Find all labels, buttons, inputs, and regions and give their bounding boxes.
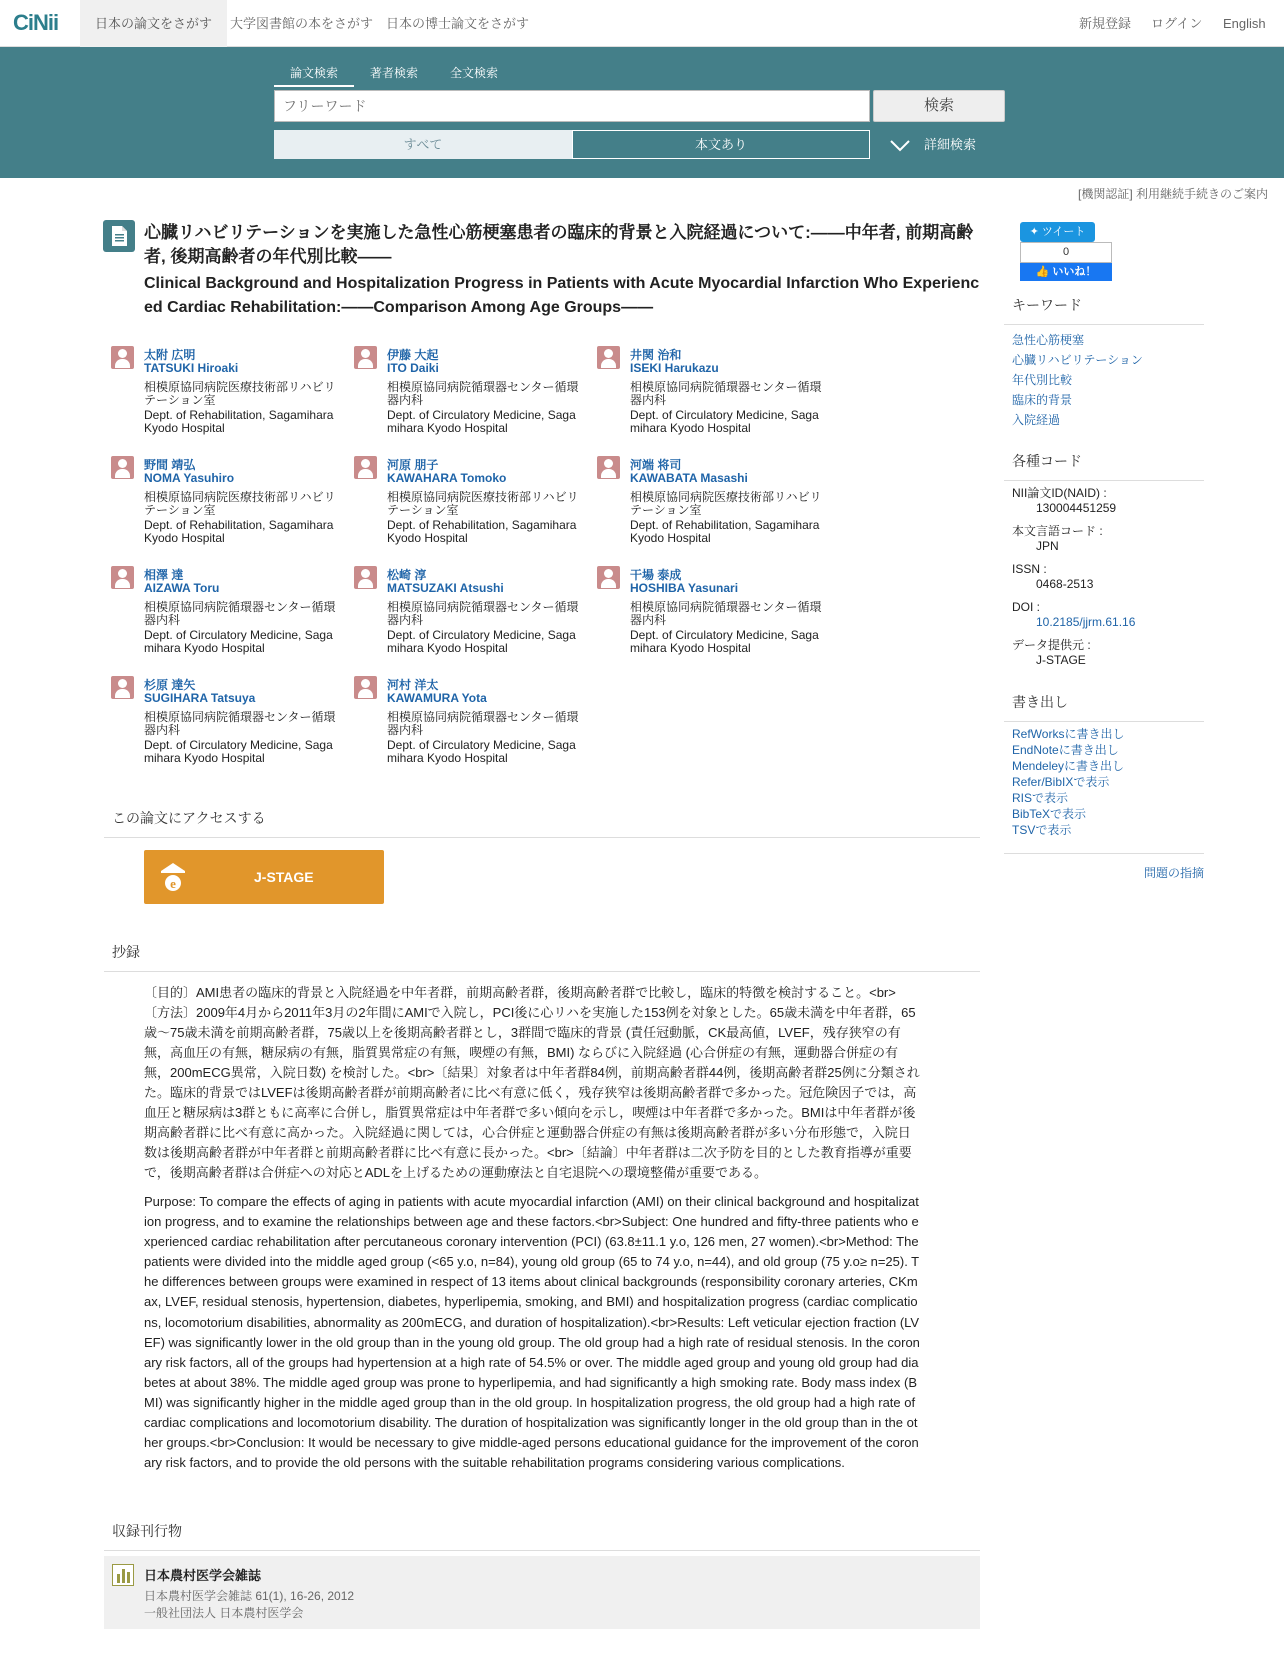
svg-text:e: e [170, 876, 176, 891]
code-value: JPN [1036, 539, 1059, 553]
author-name-ja[interactable]: 松崎 淳 [387, 568, 427, 582]
author-affiliation-en: Dept. of Circulatory Medicine, Sagamihara Kyodo Hospital [387, 738, 576, 765]
avatar-icon [597, 456, 620, 479]
author-affiliation-en: Dept. of Rehabilitation, Sagamihara Kyodo Hospital [387, 518, 577, 545]
codes-heading: 各種コード [1004, 451, 1204, 481]
author-name-en[interactable]: TATSUKI Hiroaki [144, 361, 239, 375]
code-label: DOI : [1012, 600, 1041, 614]
author-affiliation-ja: 相模原協同病院循環器センター循環器内科 [387, 380, 579, 407]
author-affiliation-en: Dept. of Circulatory Medicine, Sagamihara Kyodo Hospital [630, 408, 819, 435]
author-name-ja[interactable]: 伊藤 大起 [387, 348, 439, 362]
author-affiliation-en: Dept. of Circulatory Medicine, Sagamihara Kyodo Hospital [144, 628, 333, 655]
export-refer-link[interactable]: Refer/BibIXで表示 [1012, 775, 1110, 789]
advanced-search-label: 詳細検索 [924, 137, 977, 152]
tweet-label: ツイート [1041, 226, 1086, 238]
nav-tab-books[interactable]: 大学図書館の本をさがす [230, 16, 374, 31]
author-name-ja[interactable]: 杉原 達矢 [144, 678, 196, 692]
search-input[interactable] [274, 90, 870, 122]
author-affiliation-en: Dept. of Rehabilitation, Sagamihara Kyodo Hospital [144, 408, 334, 435]
chevron-down-icon [890, 140, 910, 152]
journal-publisher: 一般社団法人 日本農村医学会 [144, 1606, 304, 1620]
author-name-ja[interactable]: 河原 朋子 [387, 458, 439, 472]
search-panel [0, 47, 1284, 178]
avatar-icon [597, 566, 620, 589]
cinii-logo[interactable]: CiNii [13, 10, 59, 35]
jstage-button[interactable] [144, 850, 384, 904]
author-name-ja[interactable]: 井関 治和 [630, 348, 682, 362]
sidebar-divider [1004, 853, 1204, 854]
access-heading: この論文にアクセスする [104, 808, 980, 838]
twitter-bird-icon: ✦ [1029, 226, 1042, 238]
export-heading: 書き出し [1004, 692, 1204, 722]
code-value: J-STAGE [1036, 653, 1086, 667]
export-tsv-link[interactable]: TSVで表示 [1012, 823, 1072, 837]
author-name-ja[interactable]: 河村 洋太 [387, 678, 439, 692]
like-button[interactable] [1020, 263, 1112, 281]
avatar-icon [354, 346, 377, 369]
login-link[interactable]: ログイン [1151, 16, 1203, 31]
journal-icon [112, 1564, 134, 1586]
thumbs-up-icon: 👍 [1035, 266, 1053, 278]
author-affiliation-en: Dept. of Circulatory Medicine, Sagamihara Kyodo Hospital [387, 628, 576, 655]
author-name-en[interactable]: ITO Daiki [387, 361, 439, 375]
journal-title-link[interactable]: 日本農村医学会雑誌 [144, 1568, 262, 1583]
author-name-ja[interactable]: 相澤 達 [144, 568, 184, 582]
export-list [1012, 726, 1124, 838]
search-button[interactable]: 検索 [873, 90, 1005, 122]
code-label: NII論文ID(NAID) : [1012, 486, 1107, 500]
author-affiliation-ja: 相模原協同病院循環器センター循環器内科 [630, 380, 822, 407]
code-label: 本文言語コード : [1012, 524, 1103, 538]
register-link[interactable]: 新規登録 [1079, 16, 1132, 31]
author-name-en[interactable]: KAWAMURA Yota [387, 691, 487, 705]
author-affiliation-en: Dept. of Circulatory Medicine, Sagamihara Kyodo Hospital [144, 738, 333, 765]
publication-box [104, 1556, 980, 1629]
author-name-ja[interactable]: 河端 将司 [630, 458, 682, 472]
institution-auth-link[interactable]: [機関認証] 利用継続手続きのご案内 [1077, 187, 1268, 201]
filter-fulltext-toggle[interactable]: 本文あり [572, 130, 870, 159]
author-name-en[interactable]: NOMA Yasuhiro [144, 471, 235, 485]
keyword-list [1012, 330, 1143, 430]
abstract-heading: 抄録 [104, 942, 980, 972]
export-ris-link[interactable]: RISで表示 [1012, 791, 1069, 805]
author-affiliation-ja: 相模原協同病院循環器センター循環器内科 [387, 600, 579, 627]
journal-citation: 日本農村医学会雑誌 61(1), 16-26, 2012 [144, 1589, 355, 1603]
search-tab-authors[interactable]: 著者検索 [370, 66, 419, 80]
export-bibtex-link[interactable]: BibTeXで表示 [1012, 807, 1087, 821]
jstage-logo-icon [158, 861, 188, 893]
tweet-button[interactable] [1020, 222, 1095, 242]
article-title-en: Clinical Background and Hospitalization Progress in Patients with Acute Myocardial Infarction Who Experienced Cardiac Rehabilitation:――Comparison Among Age Groups―― [144, 275, 980, 316]
english-link[interactable]: English [1223, 16, 1266, 31]
author-affiliation-ja: 相模原協同病院循環器センター循環器内科 [144, 710, 336, 737]
export-mendeley-link[interactable]: Mendeleyに書き出し [1012, 759, 1125, 773]
avatar-icon [597, 346, 620, 369]
author-name-en[interactable]: KAWAHARA Tomoko [387, 471, 507, 485]
avatar-icon [111, 676, 134, 699]
author-affiliation-ja: 相模原協同病院循環器センター循環器内科 [630, 600, 822, 627]
avatar-icon [354, 456, 377, 479]
top-navigation [0, 0, 1284, 47]
author-affiliation-en: Dept. of Circulatory Medicine, Sagamihara Kyodo Hospital [630, 628, 819, 655]
keyword-link[interactable]: 急性心筋梗塞 [1012, 333, 1085, 347]
code-label: ISSN : [1012, 562, 1047, 576]
article-title-ja: 心臓リハビリテーションを実施した急性心筋梗塞患者の臨床的背景と入院経過について:――中年者, 前期高齢者, 後期高齢者の年代別比較―― [144, 223, 974, 266]
author-name-en[interactable]: KAWABATA Masashi [630, 471, 748, 485]
filter-all-toggle[interactable]: すべて [274, 130, 572, 159]
author-name-ja[interactable]: 干場 泰成 [630, 568, 682, 582]
search-tab-articles[interactable]: 論文検索 [274, 64, 354, 87]
doi-link[interactable]: 10.2185/jjrm.61.16 [1036, 615, 1136, 629]
nav-tab-articles[interactable]: 日本の論文をさがす [80, 0, 227, 47]
author-name-en[interactable]: AIZAWA Toru [144, 581, 220, 595]
author-affiliation-en: Dept. of Rehabilitation, Sagamihara Kyodo Hospital [630, 518, 820, 545]
keyword-link[interactable]: 臨床的背景 [1012, 393, 1073, 407]
export-endnote-link[interactable]: EndNoteに書き出し [1012, 743, 1119, 757]
like-count: 0 [1020, 242, 1112, 263]
report-problem-link[interactable]: 問題の指摘 [1143, 866, 1204, 880]
author-affiliation-en: Dept. of Circulatory Medicine, Sagamihara Kyodo Hospital [387, 408, 576, 435]
abstract-ja: 〔目的〕AMI患者の臨床的背景と入院経過を中年者群，前期高齢者群，後期高齢者群で比較し，臨床的特徴を検討すること。<br>〔方法〕2009年4月から2011年3月の2年間にAMIで入院し，PCI後に心リハを実施した153例を対象とした。65歳未満を中年者群，65歳～75歳未満を前期高齢者群，75歳以上を後期高齢者群とし，3群間で臨床的背景 (責任冠動脈，CK最高値，LVEF，残存狭窄の有無，高血圧の有無，糖尿病の有無，脂質異常症の有無，喫煙の有無，BMI) ならびに入院経過 (心合併症の有無，運動器合併症の有無，200mECG異常，入院日数) を検討した。<br>〔結果〕対象者は中年者群84例，前期高齢者群44例，後期高齢者群25例に分類された。臨床的背景ではLVEFは後期高齢者群が前期高齢者に比べ有意に低く，残存狭窄は後期高齢者群で多かった。冠危険因子では，高血圧と糖尿病は3群ともに高率に合併し，脂質異常症は中年者群で多い傾向を示し，喫煙は中年者群で多かった。BMIは中年者群が後期高齢者群に比べ有意に高かった。入院経過に関しては，心合併症と運動器合併症の有無は後期高齢者群が多い分布形態で，入院日数は後期高齢者群が中年者群と前期高齢者群に比べ有意に長かった。<br>〔結論〕中年者群は二次予防を目的とした教育指導が重要で，後期高齢者群は合併症への対応とADLを上げるための運動療法と自宅退院への環境整備が重要である。 [144, 985, 920, 1180]
author-affiliation-ja: 相模原協同病院循環器センター循環器内科 [387, 710, 579, 737]
avatar-icon [354, 676, 377, 699]
author-name-en[interactable]: MATSUZAKI Atsushi [387, 581, 504, 595]
keyword-link[interactable]: 年代別比較 [1012, 373, 1073, 387]
code-value: 130004451259 [1036, 501, 1117, 515]
code-value: 0468-2513 [1036, 577, 1094, 591]
document-icon [103, 220, 135, 252]
code-label: データ提供元 : [1012, 638, 1091, 652]
author-name-en[interactable]: HOSHIBA Yasunari [630, 581, 739, 595]
avatar-icon [354, 566, 377, 589]
author-affiliation-ja: 相模原協同病院医療技術部リハビリテーション室 [630, 490, 822, 517]
author-name-ja[interactable]: 野間 靖弘 [144, 458, 196, 472]
author-affiliation-ja: 相模原協同病院循環器センター循環器内科 [144, 600, 336, 627]
avatar-icon [111, 456, 134, 479]
author-name-en[interactable]: ISEKI Harukazu [630, 361, 719, 375]
author-affiliation-ja: 相模原協同病院医療技術部リハビリテーション室 [387, 490, 579, 517]
abstract-en: Purpose: To compare the effects of aging in patients with acute myocardial infarction (AMI) on their clinical background and hospitalization progress, and to examine the relationships between age and these factors.<br>Subject: One hundred and fifty-three patients who experienced cardiac rehabilitation after percutaneous coronary intervention (PCI) (63.8±11.1 y.o, 126 men, 27 women).<br>Method: The patients were divided into the middle aged group (<65 y.o, n=84), young old group (65 to 74 y.o, n=44), and old group (75 y.o≥ n=25). The differences between groups were examined in respect of 13 items about clinical backgrounds (responsibility coronary arteries, CKmax, LVEF, residual stenosis, hypertension, diabetes, hyperlipemia, smoking, and BMI) and hospitalization progress (cardiac complications, locomotorium disabilities, abnormality as 200mECG, and duration of hospitalization).<br>Results: Left veticular ejection fraction (LVEF) was significantly lower in the old group than in the young old group. The old group had a high rate of residual stenosis. In the coronary risk factors, all of the groups had hypertension at a high rate of 54.5% or over. The middle aged group and young old group had diabetes at about 38%. The middle aged group was prone to hyperlipemia, and had significantly a high smoking rate. Body mass index (BMI) was significantly higher in the middle aged group than in the old group. In hospitalization progress, the old group had a high rate of cardiac complications and locomotorium disability. The duration of hospitalization was significantly longer in the old group than in the other groups.<br>Conclusion: It would be necessary to give middle-aged persons educational guidance for the improvement of the coronary risk factors, and to provide the old persons with the suitable rehabilitation programs considering various complications. [144, 1194, 920, 1471]
search-tab-fulltext[interactable]: 全文検索 [450, 66, 499, 80]
avatar-icon [111, 566, 134, 589]
author-name-en[interactable]: SUGIHARA Tatsuya [144, 691, 256, 705]
export-refworks-link[interactable]: RefWorksに書き出し [1012, 727, 1125, 741]
like-label: いいね！ [1052, 266, 1097, 278]
author-affiliation-en: Dept. of Rehabilitation, Sagamihara Kyodo Hospital [144, 518, 334, 545]
codes-list [1012, 486, 1135, 676]
jstage-label: J-STAGE [254, 869, 314, 885]
keyword-link[interactable]: 入院経過 [1012, 413, 1061, 427]
keyword-link[interactable]: 心臓リハビリテーション [1012, 353, 1143, 367]
nav-tab-dissertations[interactable]: 日本の博士論文をさがす [386, 16, 530, 31]
avatar-icon [111, 346, 134, 369]
code-value [1012, 615, 1135, 630]
advanced-search-toggle[interactable] [890, 130, 976, 159]
keywords-heading: キーワード [1004, 295, 1204, 325]
author-affiliation-ja: 相模原協同病院医療技術部リハビリテーション室 [144, 490, 336, 517]
author-affiliation-ja: 相模原協同病院医療技術部リハビリテーション室 [144, 380, 336, 407]
publication-heading: 収録刊行物 [104, 1521, 980, 1551]
author-name-ja[interactable]: 太附 広明 [144, 348, 196, 362]
